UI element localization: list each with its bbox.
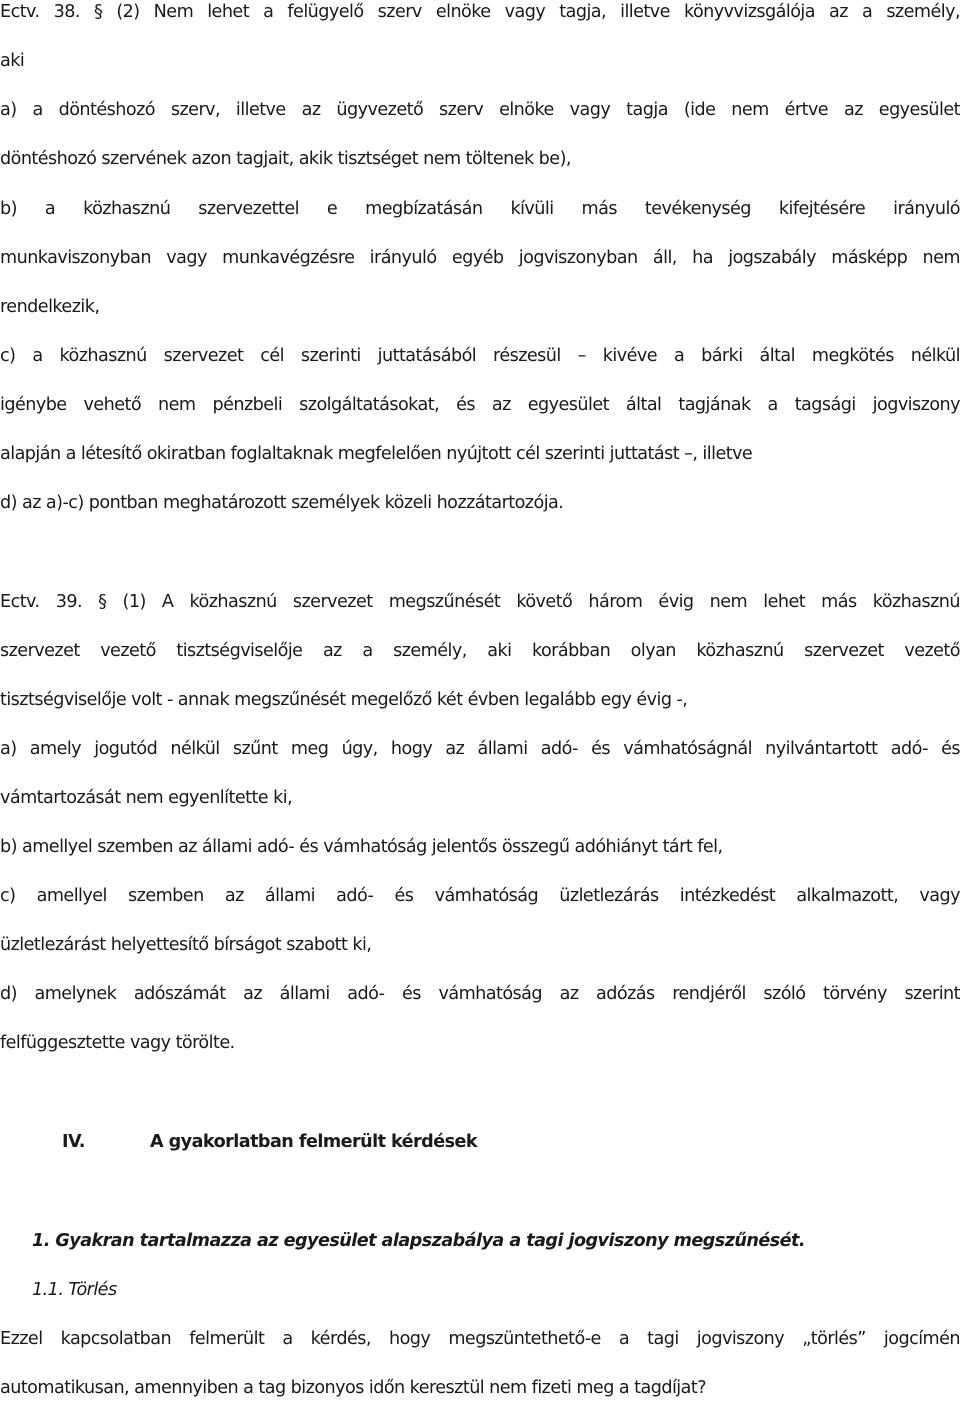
text-line: vámtartozását nem egyenlítette ki, [0, 788, 293, 808]
text-line: b) amellyel szemben az állami adó- és vámhatóság jelentős összegű adóhiányt tárt fel, [0, 837, 723, 857]
text-line: döntéshozó szervének azon tagjait, akik tisztséget nem töltenek be), [0, 149, 571, 169]
text-line: a) a döntéshozó szerv, illetve az ügyvezető szerv elnöke vagy tagja (ide nem értve az egyesület [0, 100, 960, 120]
text-line: szervezet vezető tisztségviselője az a személy, aki korábban olyan közhasznú szervezet vezető [0, 641, 960, 661]
text-line: d) az a)-c) pontban meghatározott személyek közeli hozzátartozója. [0, 493, 564, 513]
text-line: Ectv. 39. § (1) A közhasznú szervezet megszűnését követő három évig nem lehet más közhasznú [0, 592, 960, 612]
section-heading: 1. Gyakran tartalmazza az egyesület alapszabálya a tagi jogviszony megszűnését. [32, 1231, 806, 1251]
text-line: felfüggesztette vagy törölte. [0, 1033, 235, 1053]
text-line: a) amely jogutód nélkül szűnt meg úgy, hogy az állami adó- és vámhatóságnál nyilvántartott adó- és [0, 739, 960, 759]
text-line: b) a közhasznú szervezettel e megbízatásán kívüli más tevékenység kifejtésére irányuló [0, 199, 960, 219]
text-line: tisztségviselője volt - annak megszűnését megelőző két évben legalább egy évig -, [0, 690, 688, 710]
chapter-title: A gyakorlatban felmerült kérdések [150, 1132, 478, 1152]
chapter-number: IV. [62, 1132, 85, 1152]
text-line: c) amellyel szemben az állami adó- és vámhatóság üzletlezárás intézkedést alkalmazott, vagy [0, 886, 960, 906]
text-line: aki [0, 51, 25, 71]
text-line: munkaviszonyban vagy munkavégzésre irányuló egyéb jogviszonyban áll, ha jogszabály másképp nem [0, 248, 960, 268]
text-line: igénybe vehető nem pénzbeli szolgáltatásokat, és az egyesület által tagjának a tagsági jogviszony [0, 395, 960, 415]
subsection-title: 1.1. Törlés [32, 1280, 117, 1300]
text-line: alapján a létesítő okiratban foglaltaknak megfelelően nyújtott cél szerinti juttatást –, illetve [0, 444, 753, 464]
text-line: Ezzel kapcsolatban felmerült a kérdés, hogy megszüntethető-e a tagi jogviszony „törlés” jogcímén [0, 1329, 960, 1349]
text-line: üzletlezárást helyettesítő bírságot szabott ki, [0, 935, 372, 955]
text-line: c) a közhasznú szervezet cél szerinti juttatásából részesül – kivéve a bárki által megkötés nélkül [0, 346, 960, 366]
text-line: rendelkezik, [0, 297, 100, 317]
text-line: Ectv. 38. § (2) Nem lehet a felügyelő szerv elnöke vagy tagja, illetve könyvvizsgálója az a személy, [0, 2, 960, 22]
text-line: automatikusan, amennyiben a tag bizonyos időn keresztül nem fizeti meg a tagdíjat? [0, 1378, 707, 1398]
text-line: d) amelynek adószámát az állami adó- és vámhatóság az adózás rendjéről szóló törvény szerint [0, 984, 960, 1004]
